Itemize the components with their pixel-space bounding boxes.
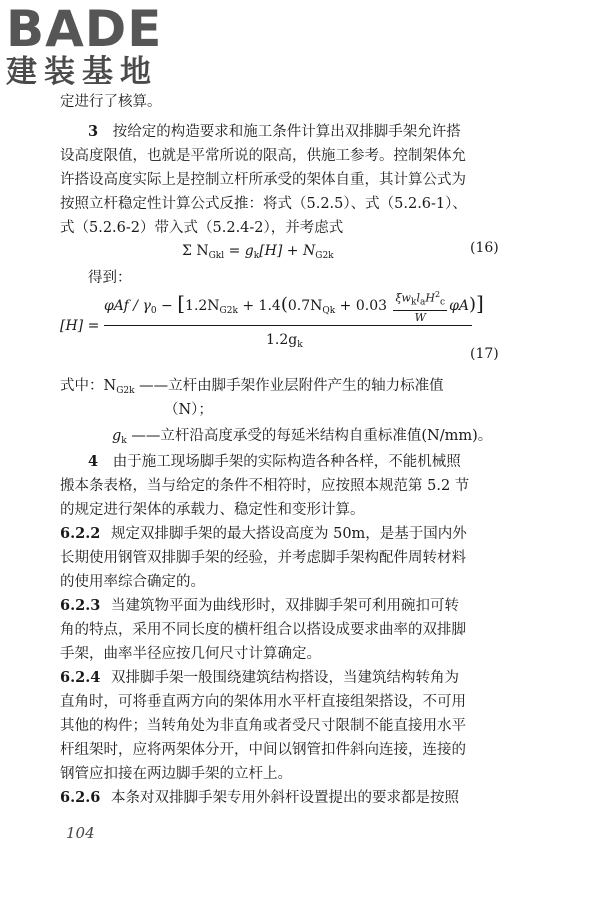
inner-fraction: $\xi w_kl_aH^2_c$ W xyxy=(395,290,446,324)
item-number: 3 xyxy=(88,123,99,140)
where-item-ng2k: 式中：$N_{G2k}$ ——立杆由脚手架作业层附件产生的轴力标准值 xyxy=(60,378,444,396)
text-line: 杆组架时，应将两架体分开，中间以钢管扣件斜向连接，连接的 xyxy=(60,742,466,758)
paragraph-4: 4 由于施工现场脚手架的实际构造各种各样，不能机械照 xyxy=(88,453,461,470)
text-line: 定进行了核算。 xyxy=(60,94,162,110)
text-line: 式（5.2.6-2）带入式（5.2.4-2），并考虑式 xyxy=(60,220,344,236)
logo-subtitle: 建装基地 xyxy=(6,54,158,90)
text-line: 直角时，可将垂直两方向的架体用水平杆直接组架搭设，不可用 xyxy=(60,694,466,710)
text-line: 得到： xyxy=(88,270,132,286)
fraction-bar xyxy=(104,325,472,326)
text-line: 长期使用钢管双排脚手架的经验，并考虑脚手架构配件周转材料 xyxy=(60,550,466,566)
text-line: 按照立杆稳定性计算公式反推：将式（5.2.5）、式（5.2.6-1）、 xyxy=(60,196,467,212)
where-item-gk: $g_k$ ——立杆沿高度承受的每延米结构自重标准值(N/mm)。 xyxy=(112,428,493,446)
text-line: 设高度限值，也就是平常所说的限高，供施工参考。控制架体允 xyxy=(60,148,466,164)
brand-logo xyxy=(6,0,196,90)
section-number: 6.2.3 xyxy=(60,597,101,614)
equation-17-denominator: $1.2g_k$ xyxy=(266,332,303,350)
text-line: （N）； xyxy=(164,402,213,418)
section-number: 6.2.6 xyxy=(60,789,101,806)
section-6-2-6: 6.2.6 本条对双排脚手架专用外斜杆设置提出的要求都是按照 xyxy=(60,789,459,806)
logo-brand-text: BADE xyxy=(6,0,163,58)
text-line: 手架，曲率半径应按几何尺寸计算确定。 xyxy=(60,646,321,662)
text-line: 的规定进行架体的承载力、稳定性和变形计算。 xyxy=(60,502,365,518)
equation-17-number: (17) xyxy=(470,346,499,362)
page-number: 104 xyxy=(66,824,95,842)
equation-16-number: (16) xyxy=(470,240,499,256)
text-line: 角的特点，采用不同长度的横杆组合以搭设成要求曲率的双排脚 xyxy=(60,622,466,638)
section-number: 6.2.2 xyxy=(60,525,101,542)
section-6-2-3: 6.2.3 当建筑物平面为曲线形时，双排脚手架可利用碗扣可转 xyxy=(60,597,459,614)
text-line: 搬本条表格，当与给定的条件不相符时，应按照本规范第 5.2 节 xyxy=(60,478,470,494)
item-number: 4 xyxy=(88,453,99,470)
equation-16: Σ $N_{Gkl} = g_k[H] + N_{G2k}$ xyxy=(182,243,334,261)
equation-17-lhs: [H] = xyxy=(60,318,100,334)
equation-17-numerator: $\varphi Af / \gamma_0 - [1.2N_{G2k} + 1.4(0.7N_{Qk} + 0.03$ $\xi w_kl_aH^2_c$ W φA)] xyxy=(104,290,484,324)
section-6-2-2: 6.2.2 规定双排脚手架的最大搭设高度为 50m，是基于国内外 xyxy=(60,525,467,542)
text-line: 许搭设高度实际上是控制立杆所承受的架体自重，其计算公式为 xyxy=(60,172,466,188)
section-number: 6.2.4 xyxy=(60,669,101,686)
paragraph-3 xyxy=(88,120,461,144)
text-line: 钢管应扣接在两边脚手架的立杆上。 xyxy=(60,766,292,782)
section-6-2-4: 6.2.4 双排脚手架一般围绕建筑结构搭设，当建筑结构转角为 xyxy=(60,669,459,686)
text-line: 的使用率综合确定的。 xyxy=(60,574,205,590)
text-line: 其他的构件；当转角处为非直角或者受尺寸限制不能直接用水平 xyxy=(60,718,466,734)
text-line: 按给定的构造要求和施工条件计算出双排脚手架允许搭 xyxy=(112,124,461,140)
